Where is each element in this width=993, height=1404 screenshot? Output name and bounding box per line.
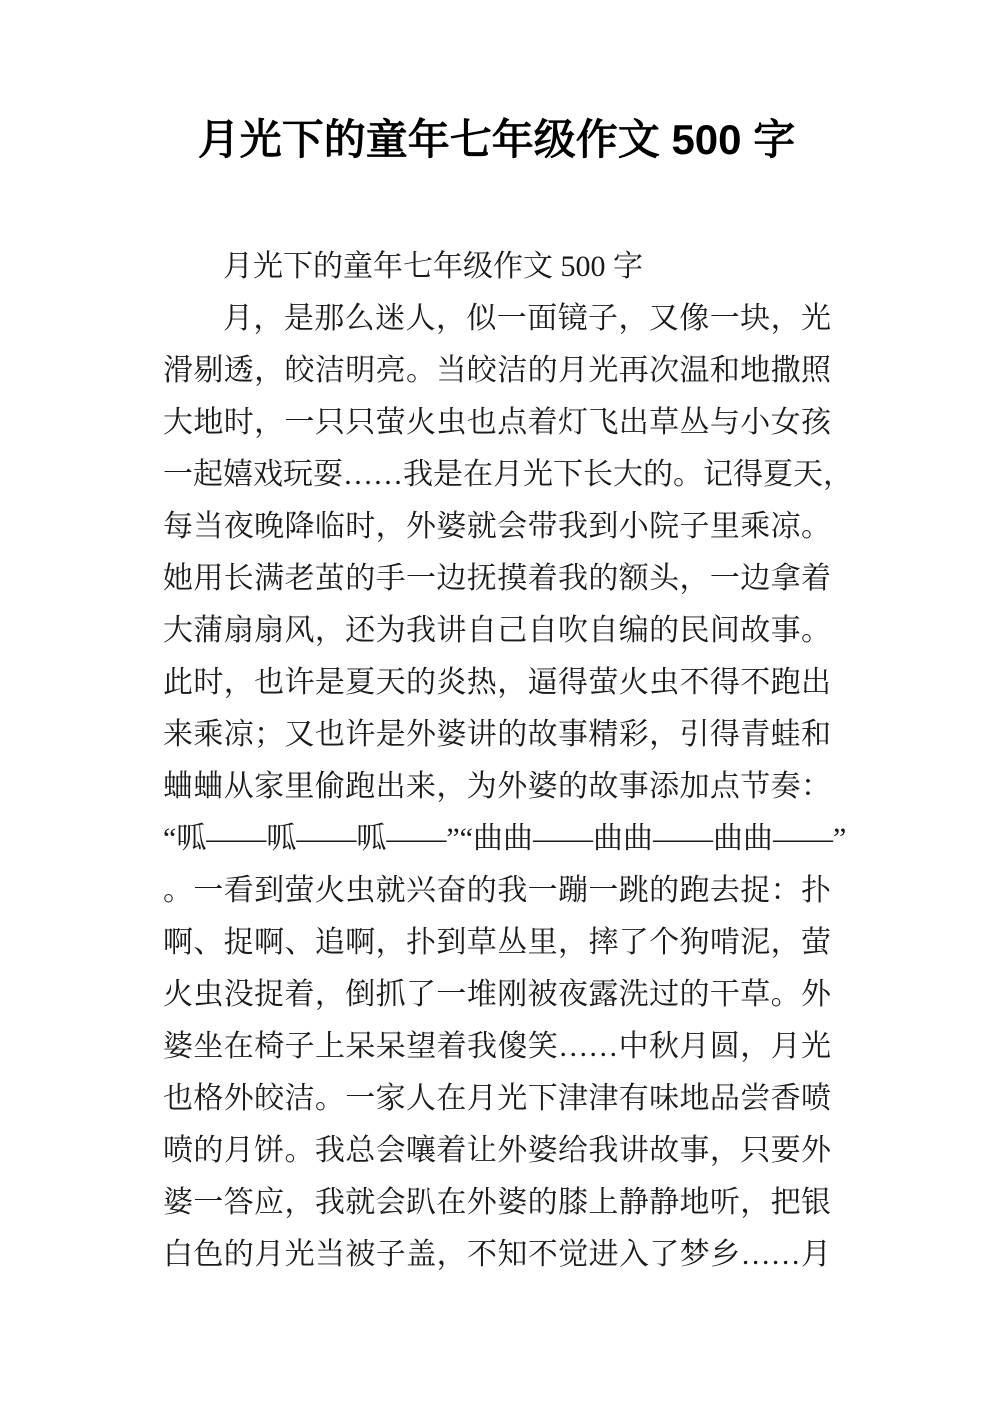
essay-line: 白色的月光当被子盖，不知不觉进入了梦乡……月 — [163, 1238, 831, 1271]
essay-line: 大地时，一只只萤火虫也点着灯飞出草丛与小女孩 — [163, 406, 831, 439]
essay-paragraph — [163, 241, 831, 293]
essay-line: 滑剔透，皎洁明亮。当皎洁的月光再次温和地撒照 — [163, 354, 831, 387]
essay-line: 婆一答应，我就会趴在外婆的膝上静静地听，把银 — [163, 1186, 831, 1219]
essay-line: 蛐蛐从家里偷跑出来，为外婆的故事添加点节奏： — [163, 770, 831, 803]
essay-line: 此时，也许是夏天的炎热，逼得萤火虫不得不跑出 — [163, 666, 831, 699]
essay-body — [163, 241, 853, 1281]
page-title: 月光下的童年七年级作文 500 字 — [197, 116, 796, 163]
essay-line: 来乘凉；又也许是外婆讲的故事精彩，引得青蛙和 — [163, 718, 831, 751]
essay-paragraph — [163, 293, 853, 1281]
essay-line: 每当夜晚降临时，外婆就会带我到小院子里乘凉。 — [163, 510, 831, 543]
essay-line: 婆坐在椅子上呆呆望着我傻笑……中秋月圆，月光 — [163, 1030, 831, 1063]
essay-line: 大蒲扇扇风，还为我讲自己自吹自编的民间故事。 — [163, 614, 831, 647]
essay-line: 她用长满老茧的手一边抚摸着我的额头，一边拿着 — [163, 562, 831, 595]
essay-line: 喷的月饼。我总会嚷着让外婆给我讲故事，只要外 — [163, 1134, 831, 1167]
essay-line: 一起嬉戏玩耍……我是在月光下长大的。记得夏天， — [163, 458, 853, 491]
essay-line: 月，是那么迷人，似一面镜子，又像一块，光 — [223, 302, 831, 335]
essay-line: 月光下的童年七年级作文 500 字 — [223, 250, 643, 283]
essay-line: 啊、捉啊、追啊，扑到草丛里，摔了个狗啃泥，萤 — [163, 926, 831, 959]
essay-line: 。一看到萤火虫就兴奋的我一蹦一跳的跑去捉：扑 — [163, 874, 831, 907]
essay-line: 也格外皎洁。一家人在月光下津津有味地品尝香喷 — [163, 1082, 831, 1115]
essay-line: 火虫没捉着，倒抓了一堆刚被夜露洗过的干草。外 — [163, 978, 831, 1011]
essay-line: “呱——呱——呱——”“曲曲——曲曲——曲曲——” — [163, 822, 847, 855]
